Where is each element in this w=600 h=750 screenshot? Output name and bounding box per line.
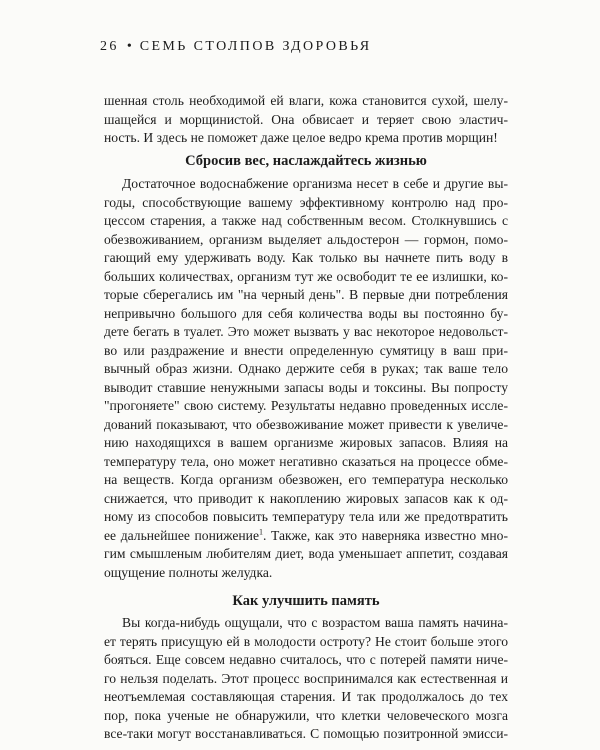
text-line: ному из способов повысить температуру тела или же предотвратить [104, 509, 508, 524]
text-line: ность. И здесь не поможет даже целое ведро крема против морщин! [104, 130, 498, 145]
text-line: температуру тела, оно может негативно сказаться на процессе обме- [104, 453, 508, 469]
text-line: нию находящихся в вашем организме жировых запасов. Влияя на [104, 435, 508, 450]
text-line: гающий ему удерживать воду. Как только вы начнете пить воду в [104, 250, 508, 265]
text-line: дете бегать в туалет. Это может вызвать у вас некоторое недовольст- [104, 324, 508, 339]
text-line: го нельзя поделать. Этот процесс воспринимался как естественная и [104, 670, 508, 686]
text-fragment: . Также, как это наверняка известно мно- [262, 527, 508, 543]
text-line: неотъемлемая составляющая старения. И так продолжалось до тех [104, 689, 508, 704]
text-line: бояться. Еще совсем недавно считалось, что с потерей памяти ниче- [104, 652, 508, 667]
text-line: снижается, что приводит к накоплению жировых запасов как к од- [104, 490, 508, 506]
text-line: годы, способствующие вашему эффективному контролю над про- [104, 194, 508, 210]
text-line: дований показывают, что обезвоживание может привести к увеличе- [104, 416, 508, 432]
text-fragment: смышленым любителям диет, вода уменьшает аппетит, создавая [129, 546, 508, 561]
text-line: пор, пока ученые не обнаружили, что клетки человеческого мозга [104, 707, 508, 723]
text-line-with-footnote [104, 527, 508, 546]
section-weight-paragraph [104, 175, 508, 582]
text-line: все-таки могут восстанавливаться. С помощью позитронной эмисси- [104, 726, 508, 741]
text-line: "прогоняете" свою систему. Результаты недавно проведенных иссле- [104, 398, 508, 413]
running-header [100, 39, 372, 55]
text-fragment: ее дальнейшее понижение [104, 527, 259, 543]
section-memory-paragraph [104, 614, 508, 744]
text-line: непривычно большого для себя количества воды вы постоянно бу- [104, 305, 508, 321]
text-line: больших количествах, организм тут же освободит те ее излишки, ко- [104, 268, 508, 284]
section-heading-memory: Как улучшить память [232, 593, 380, 609]
footnote-marker: 1 [258, 526, 263, 536]
text-line: во или раздражение и внести определенную сумятицу в ваш при- [104, 342, 508, 358]
text-line: шенная столь необходимой ей влаги, кожа становится сухой, шелу- [104, 93, 508, 108]
text-line: Достаточное водоснабжение организма несет в себе и другие вы- [122, 176, 508, 191]
text-line: обезвоживанием, организм выделяет альдостерон — гормон, помо- [104, 231, 508, 247]
header-separator: • [126, 39, 132, 54]
text-fragment: гим [104, 546, 126, 561]
intro-paragraph [104, 92, 508, 148]
text-line: Вы когда-нибудь ощущали, что с возрастом ваша память начина- [122, 615, 508, 630]
text-line: ет терять присущую ей в молодости остроту? Не стоит больше этого [104, 633, 508, 649]
text-line [104, 545, 508, 564]
text-line: на веществ. Когда организм обезвожен, его температура несколько [104, 472, 508, 487]
running-title: СЕМЬ СТОЛПОВ ЗДОРОВЬЯ [139, 39, 372, 54]
text-line: ощущение полноты желудка. [104, 564, 273, 580]
text-line: торые сберегались им "на черный день". В первые дни потребления [104, 287, 508, 302]
page-number: 26 [100, 39, 119, 54]
text-line: вычный образ жизни. Однако держите себя в руках; так ваше тело [104, 361, 508, 376]
section-heading-weight: Сбросив вес, наслаждайтесь жизнью [185, 153, 427, 169]
text-line: цессом старения, а также над собственным весом. Столкнувшись с [104, 213, 508, 228]
text-line: шащейся и морщинистой. Она обвисает и теряет свою эластич- [104, 111, 508, 127]
text-line: выводит ставшие ненужными запасы воды и токсины. Вы попросту [104, 379, 508, 395]
